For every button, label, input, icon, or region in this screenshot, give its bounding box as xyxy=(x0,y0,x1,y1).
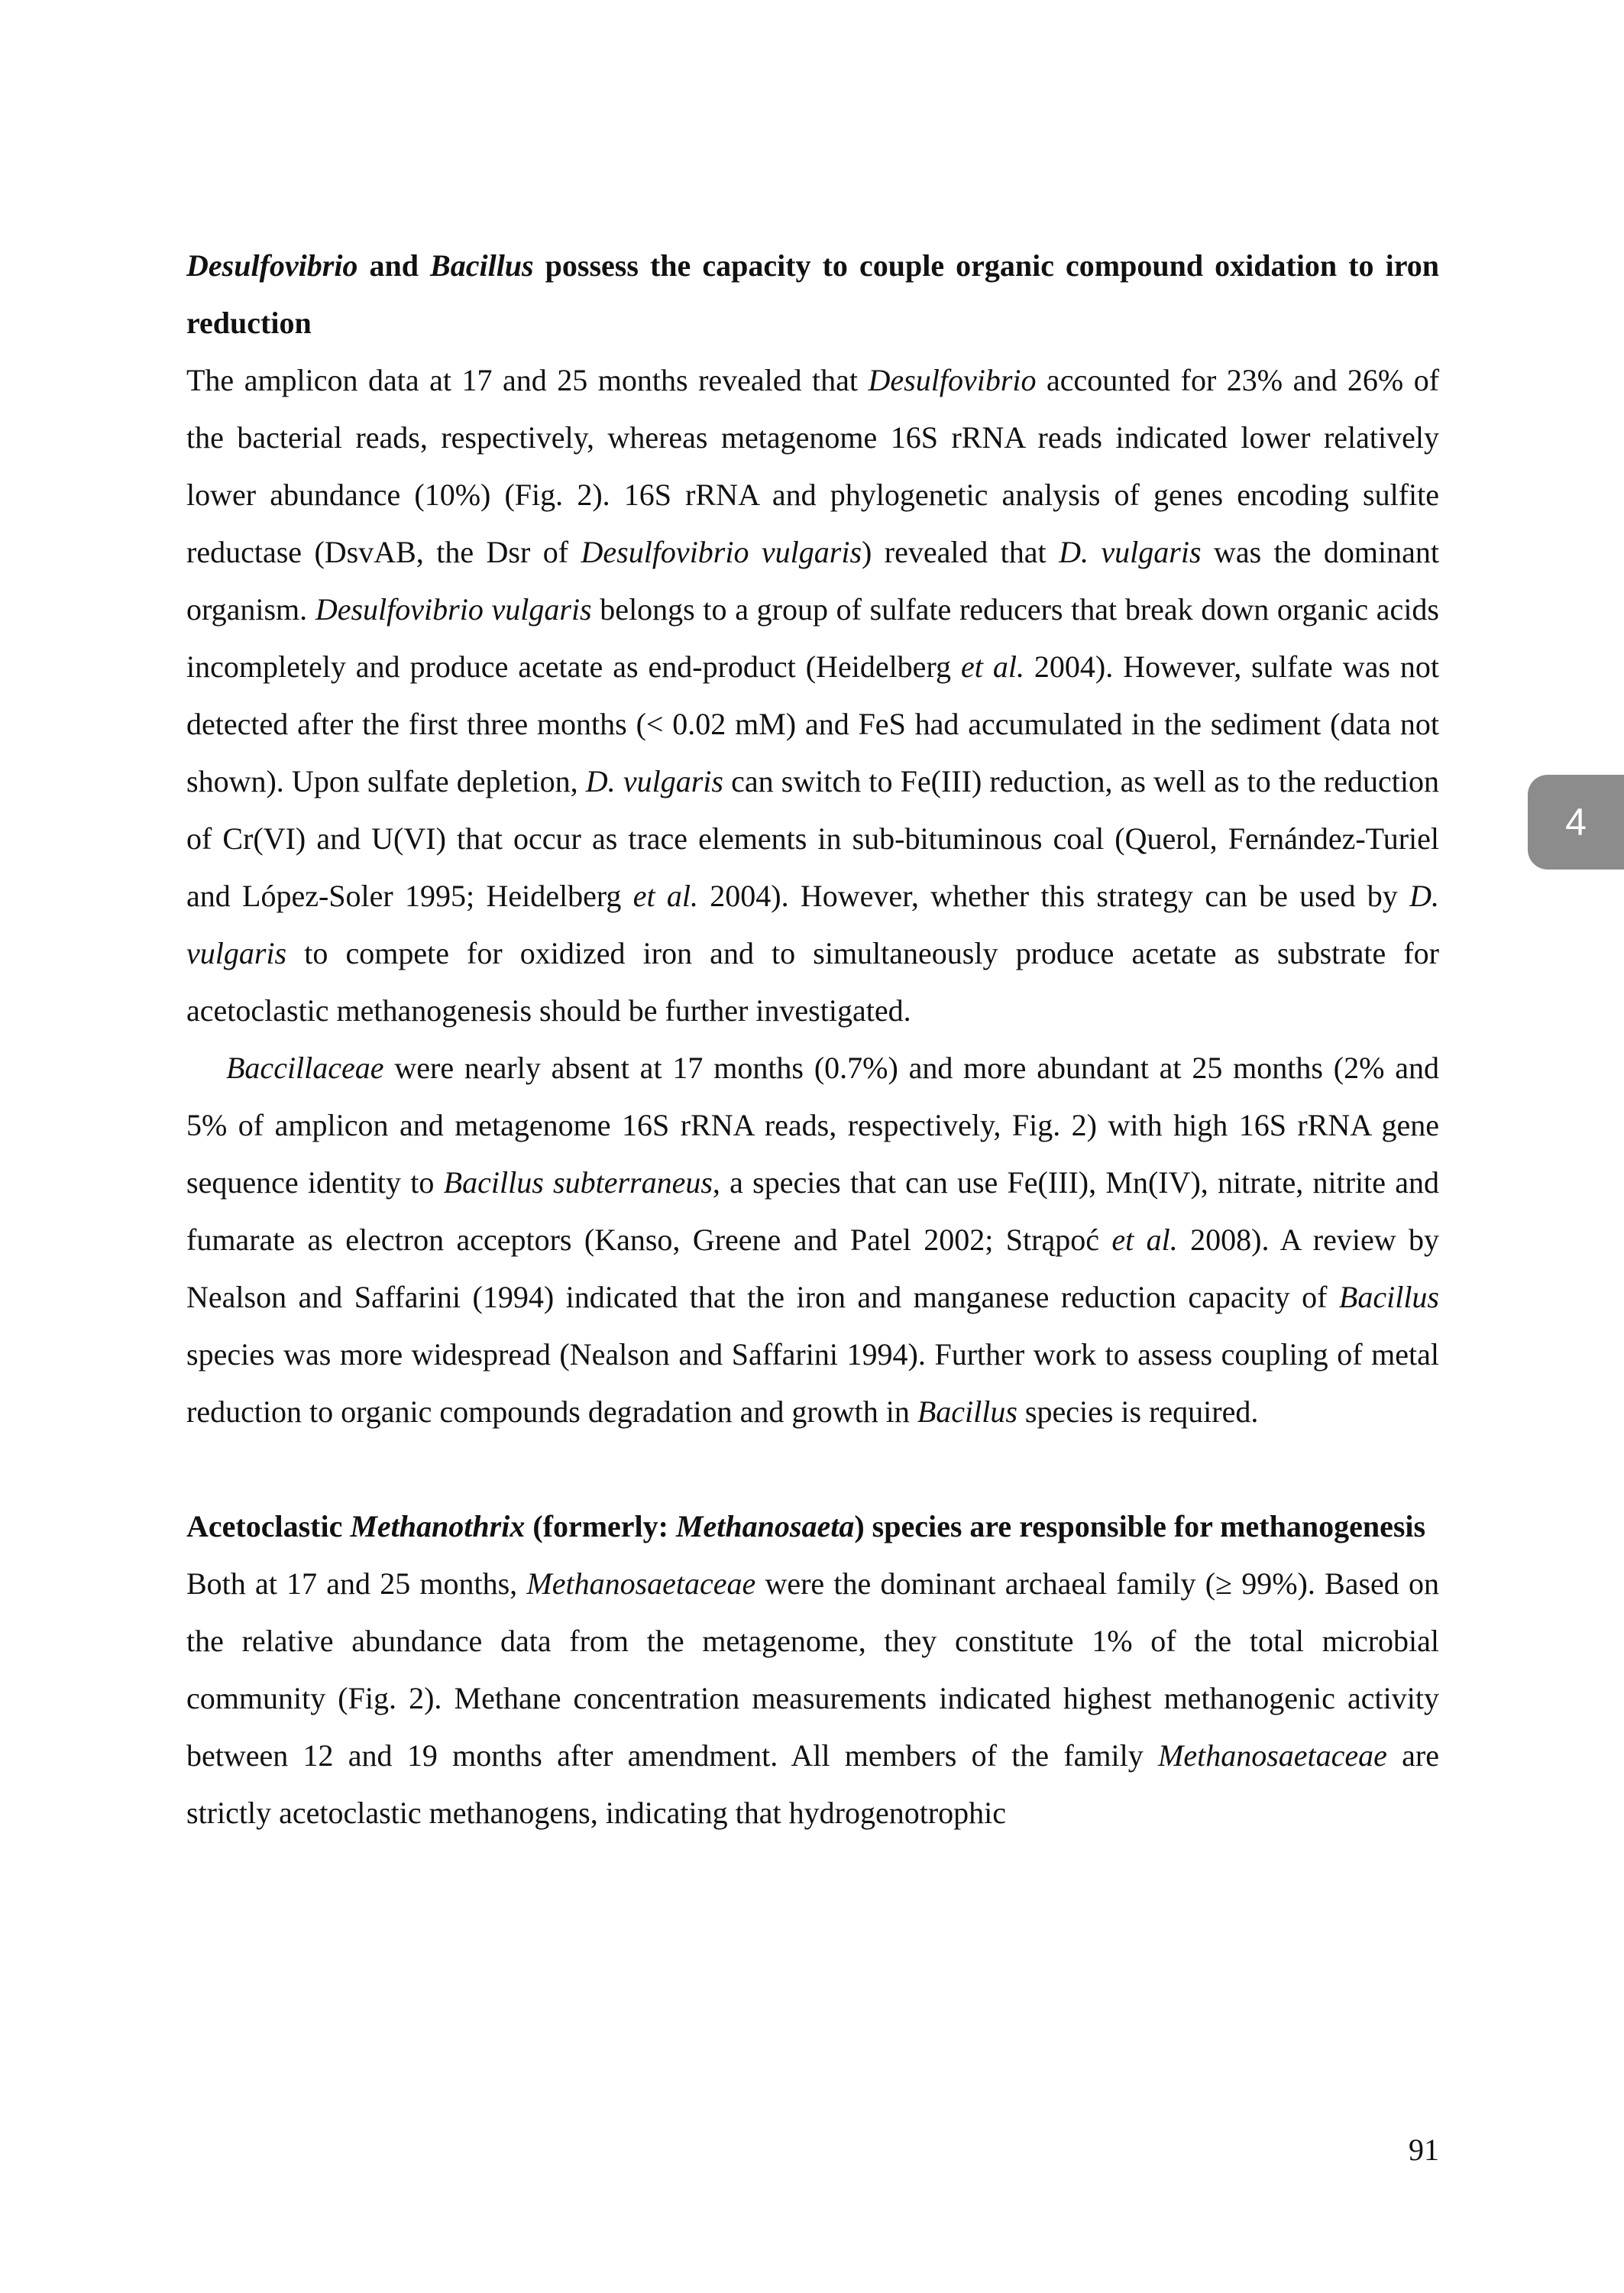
text-run: was the dominant organism. xyxy=(186,535,1440,627)
text-run: 2008). A review by Nealson and Saffarini (1994) indicated that the iron and manganese reduction capacity of xyxy=(186,1223,1439,1314)
text-run: were nearly absent at 17 months (0.7%) and more abundant at 25 months (2% and 5% of amplicon and metagenome 16S rRNA reads, respectively, Fig. 2) with high 16S rRNA gene sequence identity to xyxy=(186,1051,1439,1200)
chapter-tab: 4 xyxy=(1528,775,1624,870)
italic-text: Methanothrix xyxy=(350,1509,526,1543)
text-run: possess the capacity to couple organic compound oxidation to iron reduction xyxy=(186,248,1439,340)
section-body xyxy=(186,351,1439,1440)
italic-text: Desulfovibrio vulgaris xyxy=(581,535,862,569)
text-run: Both at 17 and 25 months, xyxy=(186,1566,527,1601)
text-run: species was more widespread (Nealson and Saffarini 1994). Further work to assess coupling of metal reduction to organic compounds degradation and growth in xyxy=(186,1337,1439,1429)
text-run: 2004). However, sulfate was not detected after the first three months (< 0.02 mM) and FeS had accumulated in the sediment (data not shown). Upon sulfate depletion, xyxy=(186,649,1440,798)
italic-text: Desulfovibrio xyxy=(868,363,1037,397)
text-run: 2004). However, whether this strategy can be used by xyxy=(698,879,1410,913)
italic-text: Bacillus xyxy=(917,1394,1017,1429)
text-run: accounted for 23% and 26% of the bacterial reads, respectively, whereas metagenome 16S rRNA reads indicated lower relatively lower abundance (10%) (Fig. 2). 16S rRNA and phylogenetic analysis of genes encoding sulfite reductase (DsvAB, the Dsr of xyxy=(186,363,1440,569)
text-run: , a species that can use Fe(III), Mn(IV), nitrate, nitrite and fumarate as electron acceptors (Kanso, Greene and Patel 2002; Strąpoć xyxy=(186,1165,1440,1257)
text-run: ) revealed that xyxy=(862,535,1059,569)
italic-text: et al. xyxy=(1111,1223,1178,1257)
page-number: 91 xyxy=(1409,2133,1439,2167)
italic-text: Baccillaceae xyxy=(226,1051,384,1085)
italic-text: Desulfovibrio vulgaris xyxy=(315,592,592,627)
text-run: species is required. xyxy=(1017,1394,1259,1429)
text-run: to compete for oxidized iron and to simultaneously produce acetate as substrate for acetoclastic methanogenesis should be further investigated. xyxy=(186,936,1439,1028)
text-run: (formerly: xyxy=(525,1509,676,1543)
italic-text: Methanosaetaceae xyxy=(526,1566,756,1601)
section-gap xyxy=(186,1440,1439,1498)
text-run: Acetoclastic xyxy=(186,1509,351,1543)
italic-text: Bacillus xyxy=(430,248,534,283)
text-run: and xyxy=(357,248,431,283)
italic-text: Bacillus xyxy=(1338,1280,1439,1314)
italic-text: Methanosaeta xyxy=(675,1509,855,1543)
section-heading xyxy=(186,237,1439,351)
italic-text: Methanosaetaceae xyxy=(1158,1738,1387,1773)
italic-text: et al. xyxy=(632,879,698,913)
paragraph xyxy=(186,351,1439,1039)
section-body xyxy=(186,1555,1439,1841)
text-run: can switch to Fe(III) reduction, as well as to the reduction of Cr(VI) and U(VI) that occur as trace elements in sub-bituminous coal (Querol, Fernández-Turiel and López-Soler 1995; Heidelberg xyxy=(186,764,1439,913)
italic-text: Desulfovibrio xyxy=(186,248,358,283)
text-run: are strictly acetoclastic methanogens, indicating that hydrogenotrophic xyxy=(186,1738,1440,1830)
italic-text: D. vulgaris xyxy=(585,764,723,798)
italic-text: Bacillus subterraneus xyxy=(443,1165,713,1200)
text-run: were the dominant archaeal family (≥ 99%). Based on the relative abundance data from the metagenome, they constitute 1% of the total microbial community (Fig. 2). Methane concentration measurements indicated highest methanogenic activity between 12 and 19 months after amendment. All members of the family xyxy=(186,1566,1439,1773)
text-run: The amplicon data at 17 and 25 months revealed that xyxy=(186,363,869,397)
text-run: ) species are responsible for methanogenesis xyxy=(854,1509,1426,1543)
paragraph xyxy=(186,1555,1439,1841)
page-content xyxy=(186,237,1439,1841)
paragraph xyxy=(186,1039,1439,1440)
italic-text: et al. xyxy=(961,649,1024,684)
text-run: belongs to a group of sulfate reducers that break down organic acids incompletely and produce acetate as end-product (Heidelberg xyxy=(186,592,1439,684)
italic-text: D. vulgaris xyxy=(1059,535,1202,569)
section-heading xyxy=(186,1498,1439,1555)
italic-text: D. vulgaris xyxy=(186,879,1439,970)
